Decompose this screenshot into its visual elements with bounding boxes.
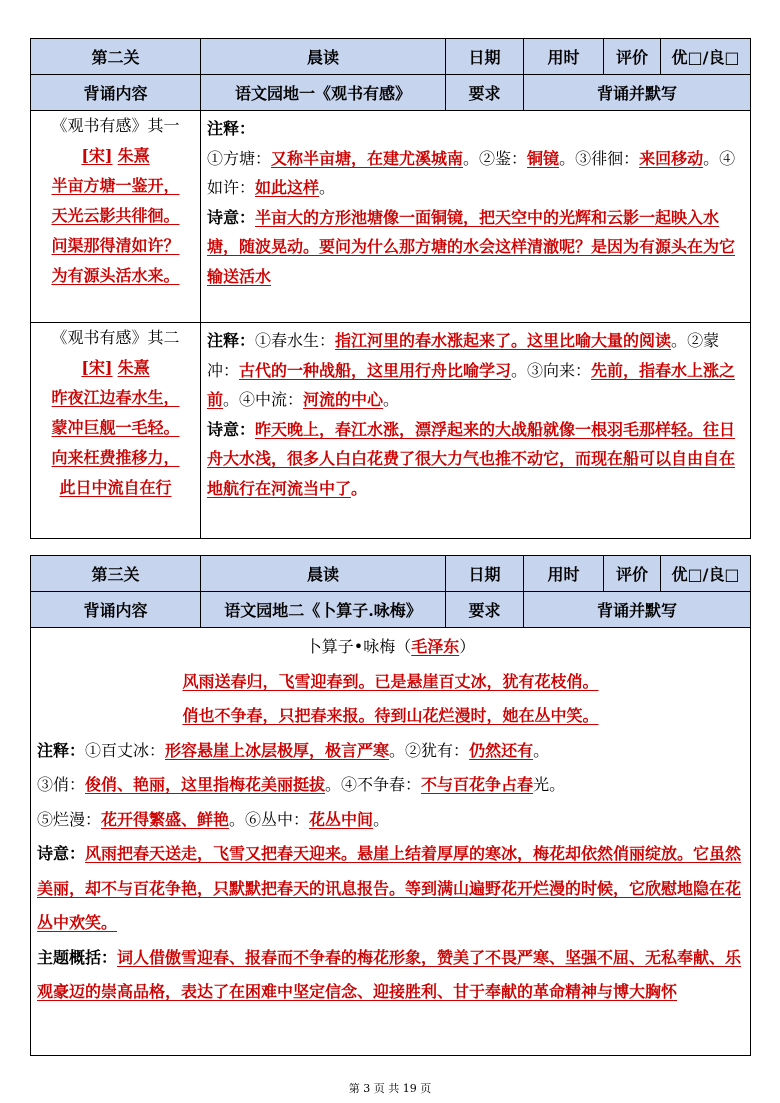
content-label: 背诵内容 <box>31 592 201 628</box>
date-label: 日期 <box>446 556 524 592</box>
poem-dynasty: [宋] <box>81 358 113 377</box>
morning-reading: 晨读 <box>201 39 446 75</box>
poem-line: 天光云影共徘徊。 <box>51 206 180 225</box>
poem-line: 问渠那得清如许？ <box>51 236 180 255</box>
level-title: 第三关 <box>31 556 201 592</box>
requirement-text: 背诵并默写 <box>524 75 751 111</box>
poem-line: 半亩方塘一鉴开， <box>51 176 180 195</box>
poem-author: 毛泽东 <box>411 637 460 656</box>
time-label: 用时 <box>524 39 604 75</box>
requirement-text: 背诵并默写 <box>524 592 751 628</box>
notes-text: 注释：①春水生：指江河里的春水涨起来了。这里比喻大量的阅读。②蒙冲：古代的一种战船，这里用行舟比喻学习。③向来：先前，指春水上涨之前。④中流：河流的中心。 <box>207 331 736 409</box>
poem-author: 朱熹 <box>117 146 150 165</box>
grade-checkbox[interactable]: 优□/良□ <box>661 39 751 75</box>
meaning-text: 诗意：半亩大的方形池塘像一面铜镜，把天空中的光辉和云影一起映入水塘，随波晃动。要问为什么那方塘的水会这样清澈呢？是因为有源头在为它输送活水 <box>207 207 736 286</box>
poem2-notes <box>201 323 751 539</box>
poem3-content <box>31 628 751 1056</box>
notes-text: ⑤烂漫：花开得繁盛、鲜艳。⑥丛中：花丛中间。 <box>37 809 390 829</box>
poem-line: 向来枉费推移力， <box>51 448 180 467</box>
notes-label: 注释： <box>37 740 86 760</box>
poem-title: 卜算子•咏梅（毛泽东） <box>305 637 476 656</box>
theme-label: 主题概括： <box>37 947 118 967</box>
date-label: 日期 <box>446 39 524 75</box>
poem1-row <box>31 111 751 323</box>
notes-text: ①方塘：又称半亩塘，在建尤溪城南。②鉴：铜镜。③徘徊：来回移动。④如许：如此这样。 <box>207 148 736 197</box>
requirement-label: 要求 <box>446 592 524 628</box>
section3-subheader-row <box>31 592 751 628</box>
requirement-label: 要求 <box>446 75 524 111</box>
page-footer: 第 3 页 共 19 页 <box>348 1082 432 1095</box>
poem3-row <box>31 628 751 1056</box>
grade-checkbox[interactable]: 优□/良□ <box>661 556 751 592</box>
section3-table <box>30 555 751 1056</box>
poem-line: 俏也不争春，只把春来报。待到山花烂漫时，她在丛中笑。 <box>182 706 599 725</box>
poem2-row <box>31 323 751 539</box>
poem-title: 《观书有感》其二 <box>51 328 180 347</box>
section2-subheader-row <box>31 75 751 111</box>
section3-header-row <box>31 556 751 592</box>
poem1-text <box>31 111 201 323</box>
eval-label: 评价 <box>604 556 661 592</box>
section2-table <box>30 38 751 539</box>
meaning-label: 诗意： <box>37 844 86 863</box>
poem-line: 风雨送春归，飞雪迎春到。已是悬崖百丈冰，犹有花枝俏。 <box>182 671 599 691</box>
poem2-text <box>31 323 201 539</box>
poem-line: 昨夜江边春水生， <box>51 388 180 407</box>
poem-line: 为有源头活水来。 <box>51 266 180 285</box>
poem-line: 此日中流自在行 <box>59 478 172 497</box>
time-label: 用时 <box>524 556 604 592</box>
meaning-label: 诗意： <box>207 207 256 227</box>
poem-author: 朱熹 <box>117 358 150 377</box>
meaning-text: 诗意：风雨把春天送走，飞雪又把春天迎来。悬崖上结着厚厚的寒冰，梅花却依然俏丽绽放。它虽然美丽，却不与百花争艳，只默默把春天的讯息报告。等到满山遍野花开烂漫的时候，它欣慰地隐在花丛中欢笑。 <box>37 844 742 932</box>
notes-text: 注释：①百丈冰：形容悬崖上冰层极厚，极言严寒。②犹有：仍然还有。 <box>37 740 550 760</box>
poem-dynasty: [宋] <box>81 146 113 165</box>
poem-line: 蒙冲巨舰一毛轻。 <box>51 418 180 437</box>
morning-reading: 晨读 <box>201 556 446 592</box>
unit-title: 语文园地一《观书有感》 <box>201 75 446 111</box>
level-title: 第二关 <box>31 39 201 75</box>
content-label: 背诵内容 <box>31 75 201 111</box>
notes-text: ③俏：俊俏、艳丽，这里指梅花美丽挺拔。④不争春：不与百花争占春光。 <box>37 775 566 794</box>
poem-title: 《观书有感》其一 <box>51 116 180 135</box>
notes-label: 注释： <box>207 119 256 138</box>
theme-text: 主题概括：词人借傲雪迎春、报春而不争春的梅花形象，赞美了不畏严寒、坚强不屈、无私奉献、乐观豪迈的崇高品格，表达了在困难中坚定信念、迎接胜利、甘于奉献的革命精神与博大胸怀 <box>37 947 742 1001</box>
unit-title: 语文园地二《卜算子.咏梅》 <box>201 592 446 628</box>
section2-header-row <box>31 39 751 75</box>
poem1-notes <box>201 111 751 323</box>
meaning-label: 诗意： <box>207 419 256 439</box>
eval-label: 评价 <box>604 39 661 75</box>
meaning-text: 诗意：昨天晚上，春江水涨，漂浮起来的大战船就像一根羽毛那样轻。往日舟大水浅，很多人白白花费了很大力气也推不动它，而现在船可以自由自在地航行在河流当中了。 <box>207 419 736 498</box>
notes-label: 注释： <box>207 331 256 350</box>
